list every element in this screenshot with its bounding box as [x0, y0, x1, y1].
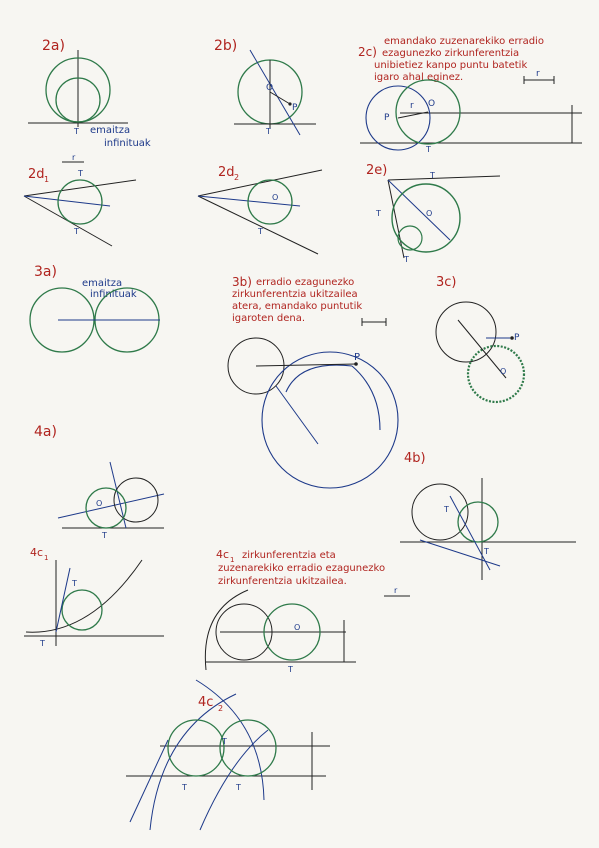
point-T: T	[72, 579, 77, 588]
note-3a-line1: emaitza	[82, 278, 123, 289]
locus-arc	[286, 365, 352, 392]
label-3c: 3c)	[436, 275, 457, 290]
exercise-2e	[366, 163, 500, 264]
point-O: O	[272, 193, 279, 202]
point-T: T	[236, 783, 241, 792]
radius-label: r	[72, 153, 76, 162]
point-T: T	[404, 255, 409, 264]
exercise-2c	[358, 36, 582, 154]
note-4c1-line1: zirkunferentzia eta	[242, 550, 336, 561]
small-tangent-circle	[398, 226, 422, 250]
tangent-circle-left	[168, 720, 224, 776]
note-2a-line1: emaitza	[90, 125, 131, 136]
locus-circle	[262, 352, 398, 488]
construction-line	[56, 568, 70, 632]
note-3b-line2: zirkunferentzia ukitzailea	[232, 289, 358, 300]
construction-line	[450, 496, 490, 570]
point-O: O	[500, 367, 507, 376]
point-O: O	[428, 99, 436, 109]
tangent-circle	[58, 180, 102, 224]
label-2d1: 2d	[28, 167, 45, 182]
exercise-2d1	[24, 153, 136, 246]
exercise-4b	[400, 451, 576, 580]
note-3a-line2: infinituak	[90, 289, 137, 300]
bisector-line	[250, 50, 300, 135]
label-2d2-sub: 2	[234, 173, 240, 182]
note-3b-line3: atera, emandako puntutik	[232, 301, 363, 312]
label-2c: 2c)	[358, 45, 377, 59]
tangent-construction	[276, 386, 318, 444]
given-arc	[26, 560, 142, 632]
point-T: T	[78, 169, 83, 178]
point-O: O	[96, 499, 103, 508]
exercise-4c2	[126, 680, 330, 830]
label-4c1-b: 4c	[216, 548, 230, 561]
line-top	[388, 176, 500, 180]
locus-arc	[352, 366, 380, 430]
point-T: T	[430, 171, 435, 180]
label-4c2-sub: 2	[218, 704, 224, 713]
exercise-3c	[436, 275, 524, 402]
note-2a-line2: infinituak	[104, 138, 151, 149]
label-4c2: 4c	[198, 695, 214, 710]
label-2e: 2e)	[366, 163, 388, 178]
exercise-3b	[228, 275, 398, 488]
exercise-4c1-left	[24, 546, 164, 648]
note-4c1-line2: zuzenarekiko erradio ezagunezko	[218, 563, 386, 574]
note-2c-line2: ezagunezko zirkunferentzia	[382, 48, 520, 59]
point-P: P	[514, 333, 520, 343]
locus-arc	[200, 730, 268, 830]
angle-bisector	[24, 196, 110, 206]
point-O: O	[426, 209, 433, 218]
label-3a: 3a)	[34, 264, 57, 280]
exercise-3a	[30, 264, 160, 352]
point-O: O	[266, 83, 274, 93]
note-4c1-line3: zirkunferentzia ukitzailea.	[218, 576, 347, 587]
locus-arc	[205, 590, 248, 670]
tangent-circle	[392, 184, 460, 252]
label-2d1-sub: 1	[44, 175, 50, 184]
given-circle	[412, 484, 468, 540]
label-3b: 3b)	[232, 275, 252, 289]
point-T: T	[74, 227, 79, 236]
label-4b: 4b)	[404, 451, 426, 466]
point-T: T	[40, 639, 45, 648]
label-2a: 2a)	[42, 38, 65, 54]
point-T: T	[444, 505, 449, 514]
point-T: T	[182, 783, 187, 792]
point-T: T	[102, 531, 107, 540]
solution-circle	[468, 346, 524, 402]
tangent-circle	[86, 488, 126, 528]
radius-label: r	[536, 69, 540, 79]
point-T: T	[484, 547, 489, 556]
exercise-4a	[34, 424, 164, 540]
radius-label: r	[410, 101, 414, 111]
point-P: P	[292, 103, 298, 113]
radius-line	[270, 92, 290, 104]
note-2c-line4: igaro ahal eginez.	[374, 72, 464, 83]
point-T: T	[258, 227, 263, 236]
point-P: P	[384, 113, 390, 123]
point-T: T	[288, 665, 293, 674]
label-4a: 4a)	[34, 424, 57, 440]
centers-line	[458, 320, 506, 378]
point-T: T	[266, 127, 271, 136]
point-O: O	[294, 623, 301, 632]
exercise-2b	[214, 38, 316, 136]
construction-line	[58, 494, 164, 518]
radius-label: r	[394, 586, 398, 595]
point-T: T	[74, 127, 79, 136]
label-2d2: 2d	[218, 165, 235, 180]
label-4c1-sub: 1	[44, 554, 49, 562]
note-3b-line1: erradio ezagunezko	[256, 277, 355, 288]
given-circle	[436, 302, 496, 362]
exercise-2d2	[198, 165, 322, 254]
label-2b: 2b)	[214, 38, 238, 54]
angle-side-1	[24, 180, 136, 196]
point-T: T	[222, 737, 227, 746]
exercise-4c1-center	[205, 548, 410, 674]
point-T: T	[376, 209, 381, 218]
note-2c-line1: emandako zuzenarekiko erradio	[384, 36, 544, 47]
label-4c1-b-sub: 1	[230, 556, 235, 564]
point-T: T	[426, 145, 431, 154]
angle-side-2	[198, 196, 318, 254]
label-4c1: 4c	[30, 546, 44, 559]
note-3b-line4: igaroten dena.	[232, 313, 305, 324]
exercise-2a	[28, 38, 151, 149]
tangent-circle-right	[220, 720, 276, 776]
point-P: P	[354, 352, 361, 363]
construction-line	[130, 740, 168, 822]
note-2c-line3: unibietiez kanpo puntu batetik	[374, 60, 528, 71]
